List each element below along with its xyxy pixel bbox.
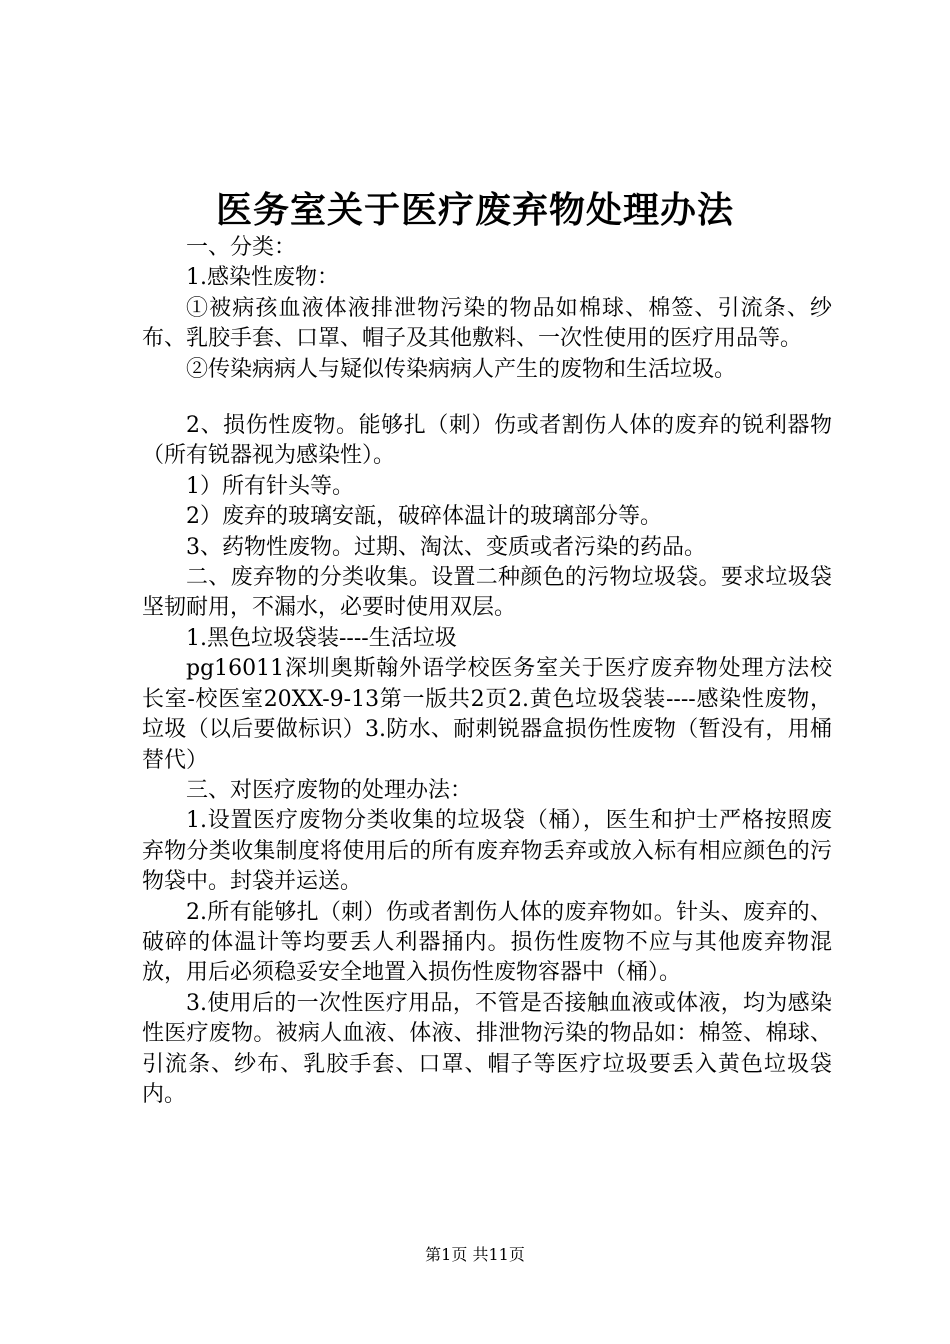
paragraph: 2）废弃的玻璃安瓿，破碎体温计的玻璃部分等。 bbox=[186, 504, 662, 530]
paragraph: pg16011深圳奥斯翰外语学校医务室关于医疗废弃物处理方法校长室-校医室20XX-9-13第一版共2页2.黄色垃圾袋装----感染性废物，垃圾（以后要做标识）3.防水、耐刺锐器盒损伤性废物（暂没有，用桶替代） bbox=[142, 656, 832, 773]
paragraph: 1.感染性废物： bbox=[186, 265, 339, 291]
paragraph: 1.设置医疗废物分类收集的垃圾袋（桶），医生和护士严格按照废弃物分类收集制度将使用后的所有废弃物丢弃或放入标有相应颜色的污物袋中。封袋并运送。 bbox=[142, 808, 832, 895]
paragraph: ②传染病病人与疑似传染病病人产生的废物和生活垃圾。 bbox=[186, 356, 737, 382]
paragraph: 2.所有能够扎（刺）伤或者割伤人体的废弃物如。针头、废弃的、破碎的体温计等均要丢人利器捅内。损伤性废物不应与其他废弃物混放，用后必须稳妥安全地置入损伤性废物容器中（桶）。 bbox=[142, 899, 832, 986]
section-heading-handling: 三、对医疗废物的处理办法： bbox=[186, 777, 473, 803]
paragraph: 3、药物性废物。过期、淘汰、变质或者污染的药品。 bbox=[186, 534, 706, 560]
page-footer bbox=[0, 1244, 950, 1266]
paragraph: 1）所有针头等。 bbox=[186, 473, 354, 499]
page-total: 共11页 bbox=[472, 1245, 525, 1264]
section-heading-collection: 二、废弃物的分类收集。设置二种颜色的污物垃圾袋。要求垃圾袋坚韧耐用，不漏水，必要时使用双层。 bbox=[142, 565, 832, 621]
page-number: 第1页 bbox=[425, 1245, 468, 1264]
paragraph: 1.黑色垃圾袋装----生活垃圾 bbox=[186, 625, 457, 651]
document-title: 医务室关于医疗废弃物处理办法 bbox=[215, 189, 734, 231]
section-heading-classification: 一、分类： bbox=[186, 235, 297, 260]
paragraph: 3.使用后的一次性医疗用品，不管是否接触血液或体液，均为感染性医疗废物。被病人血液、体液、排泄物污染的物品如：棉签、棉球、引流条、纱布、乳胶手套、口罩、帽子等医疗垃圾要丢入黄色垃圾袋内。 bbox=[142, 990, 832, 1107]
paragraph: 2、损伤性废物。能够扎（刺）伤或者割伤人体的废弃的锐利器物（所有锐器视为感染性）。 bbox=[142, 413, 832, 469]
paragraph: ①被病孩血液体液排泄物污染的物品如棉球、棉签、引流条、纱布、乳胶手套、口罩、帽子及其他敷料、一次性使用的医疗用品等。 bbox=[142, 295, 832, 352]
document-body bbox=[142, 233, 832, 1110]
